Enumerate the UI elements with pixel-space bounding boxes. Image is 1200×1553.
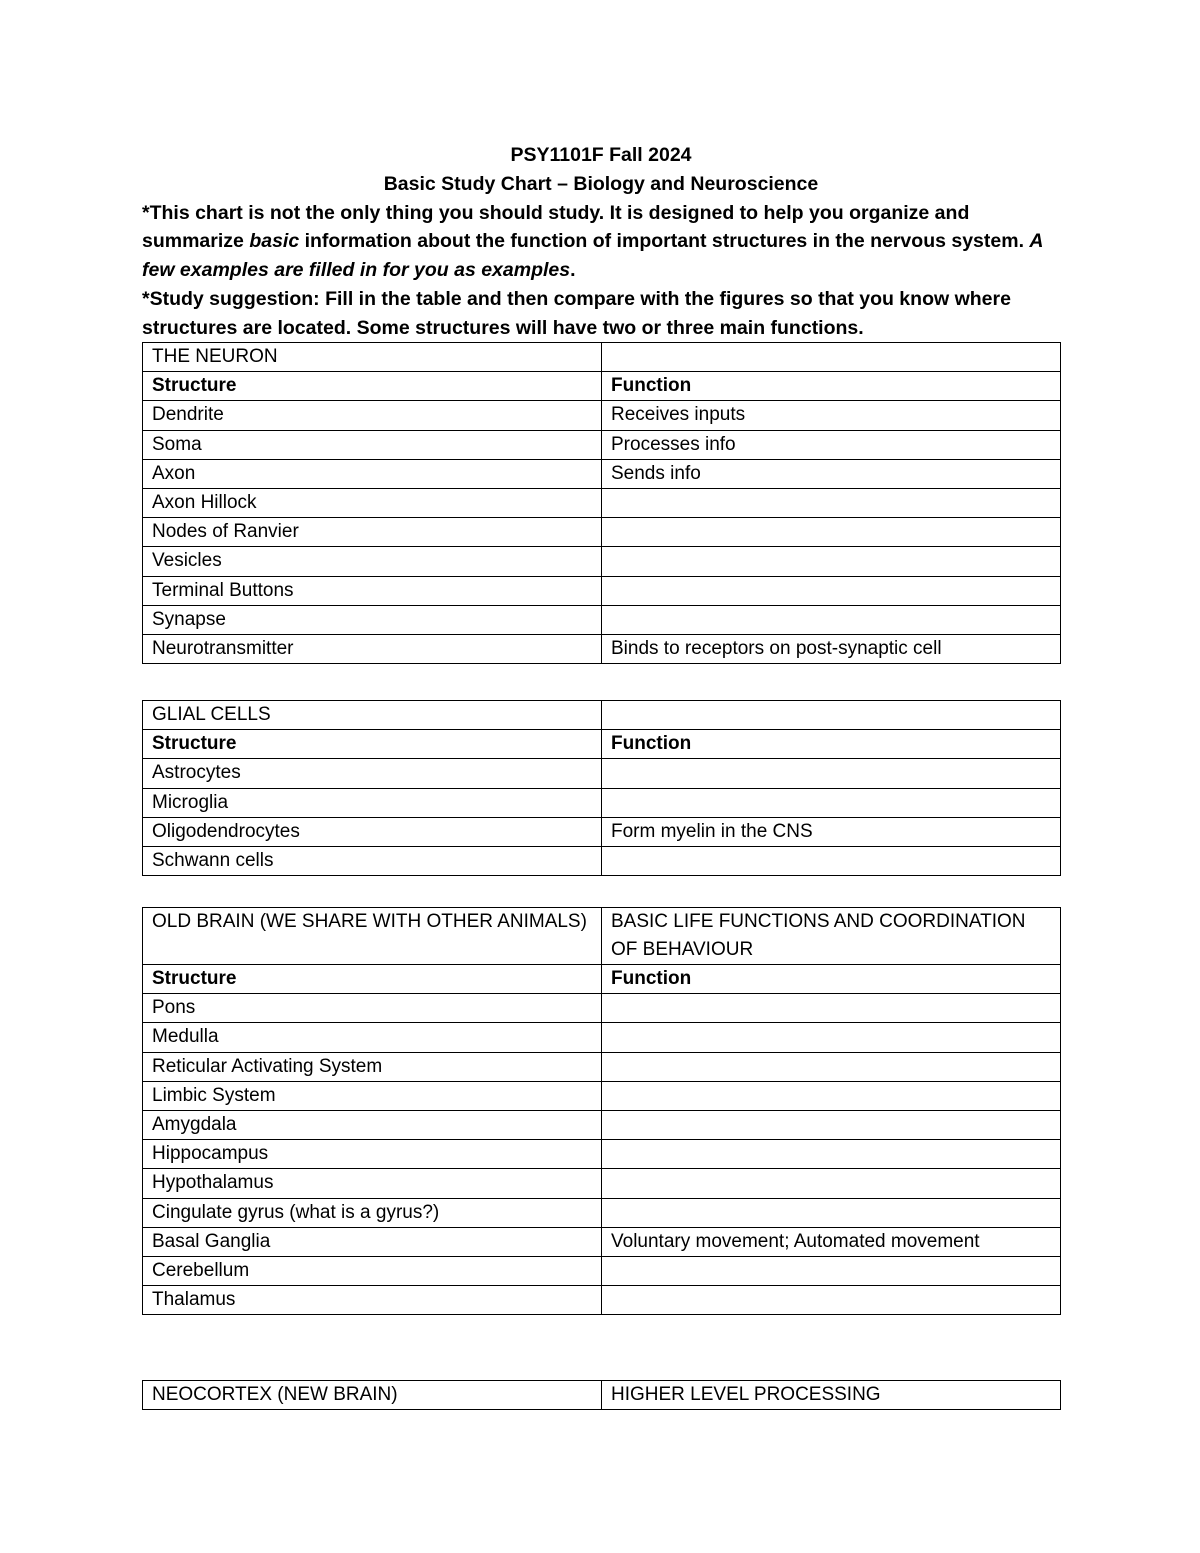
table-heading: THE NEURON xyxy=(143,343,602,372)
study-suggestion: *Study suggestion: Fill in the table and then compare with the figures so that you know where structures are located. Some structures will have two or three main functions. xyxy=(142,287,1011,339)
column-header-structure: Structure xyxy=(143,372,602,401)
function-cell[interactable]: Sends info xyxy=(602,459,1061,488)
intro-emphasis-basic: basic xyxy=(249,230,300,253)
column-header-function: Function xyxy=(602,965,1061,994)
intro-text-a: *This chart is not the only thing you should study. It is designed to help you organize and summarize xyxy=(142,201,970,253)
function-cell[interactable] xyxy=(602,1081,1061,1110)
function-cell[interactable] xyxy=(602,759,1061,788)
function-cell[interactable] xyxy=(602,518,1061,547)
table-heading: OLD BRAIN (WE SHARE WITH OTHER ANIMALS) xyxy=(143,908,602,965)
table-row xyxy=(143,430,1061,459)
function-cell[interactable]: Form myelin in the CNS xyxy=(602,817,1061,846)
function-cell[interactable] xyxy=(602,1140,1061,1169)
table-row xyxy=(143,759,1061,788)
column-header-function: Function xyxy=(602,372,1061,401)
structure-cell: Axon xyxy=(143,459,602,488)
column-header-function: Function xyxy=(602,730,1061,759)
structure-cell: Cerebellum xyxy=(143,1256,602,1285)
table-heading-row xyxy=(143,1381,1061,1410)
function-cell[interactable]: Binds to receptors on post-synaptic cell xyxy=(602,634,1061,663)
structure-cell: Nodes of Ranvier xyxy=(143,518,602,547)
table-row xyxy=(143,459,1061,488)
function-cell[interactable]: Receives inputs xyxy=(602,401,1061,430)
neuron-table xyxy=(142,342,1061,664)
structure-cell: Schwann cells xyxy=(143,846,602,875)
column-header-row xyxy=(143,730,1061,759)
function-cell[interactable] xyxy=(602,576,1061,605)
structure-cell: Microglia xyxy=(143,788,602,817)
function-cell[interactable] xyxy=(602,1052,1061,1081)
function-cell[interactable] xyxy=(602,1256,1061,1285)
structure-cell: Vesicles xyxy=(143,547,602,576)
table-heading-right: BASIC LIFE FUNCTIONS AND COORDINATION OF BEHAVIOUR xyxy=(602,908,1061,965)
structure-cell: Thalamus xyxy=(143,1286,602,1315)
table-row xyxy=(143,1023,1061,1052)
structure-cell: Soma xyxy=(143,430,602,459)
table-row xyxy=(143,1256,1061,1285)
structure-cell: Hippocampus xyxy=(143,1140,602,1169)
function-cell[interactable] xyxy=(602,1198,1061,1227)
document-subtitle: Basic Study Chart – Biology and Neuroscience xyxy=(383,172,819,195)
structure-cell: Cingulate gyrus (what is a gyrus?) xyxy=(143,1198,602,1227)
function-cell[interactable] xyxy=(602,605,1061,634)
function-cell[interactable] xyxy=(602,788,1061,817)
function-cell[interactable] xyxy=(602,547,1061,576)
intro-text-e: . xyxy=(570,259,576,282)
structure-cell: Astrocytes xyxy=(143,759,602,788)
function-cell[interactable] xyxy=(602,1286,1061,1315)
table-row xyxy=(143,576,1061,605)
structure-cell: Dendrite xyxy=(143,401,602,430)
table-row xyxy=(143,401,1061,430)
table-heading-right xyxy=(602,343,1061,372)
function-cell[interactable] xyxy=(602,488,1061,517)
glial-cells-table xyxy=(142,700,1061,876)
table-row xyxy=(143,518,1061,547)
column-header-structure: Structure xyxy=(143,965,602,994)
structure-cell: Amygdala xyxy=(143,1110,602,1139)
table-row xyxy=(143,547,1061,576)
function-cell[interactable]: Processes info xyxy=(602,430,1061,459)
table-row xyxy=(143,488,1061,517)
structure-cell: Pons xyxy=(143,994,602,1023)
table-row xyxy=(143,1081,1061,1110)
table-heading-row xyxy=(143,908,1061,965)
table-row xyxy=(143,846,1061,875)
function-cell[interactable] xyxy=(602,846,1061,875)
structure-cell: Medulla xyxy=(143,1023,602,1052)
table-row xyxy=(143,788,1061,817)
column-header-row xyxy=(143,965,1061,994)
table-heading-row xyxy=(143,343,1061,372)
table-heading-row xyxy=(143,701,1061,730)
function-cell[interactable]: Voluntary movement; Automated movement xyxy=(602,1227,1061,1256)
neocortex-table xyxy=(142,1380,1061,1410)
table-row xyxy=(143,1110,1061,1139)
structure-cell: Oligodendrocytes xyxy=(143,817,602,846)
table-heading-right xyxy=(602,701,1061,730)
table-row xyxy=(143,605,1061,634)
intro-examples-note: A few examples are filled in for you as examples xyxy=(142,230,1043,282)
table-row xyxy=(143,1198,1061,1227)
document-header xyxy=(142,141,1060,343)
function-cell[interactable] xyxy=(602,1169,1061,1198)
column-header-row xyxy=(143,372,1061,401)
table-row xyxy=(143,1052,1061,1081)
table-heading: GLIAL CELLS xyxy=(143,701,602,730)
structure-cell: Synapse xyxy=(143,605,602,634)
table-row xyxy=(143,1227,1061,1256)
old-brain-table xyxy=(142,907,1061,1315)
structure-cell: Axon Hillock xyxy=(143,488,602,517)
function-cell[interactable] xyxy=(602,1023,1061,1052)
structure-cell: Hypothalamus xyxy=(143,1169,602,1198)
structure-cell: Neurotransmitter xyxy=(143,634,602,663)
table-row xyxy=(143,1140,1061,1169)
function-cell[interactable] xyxy=(602,1110,1061,1139)
function-cell[interactable] xyxy=(602,994,1061,1023)
document-title: PSY1101F Fall 2024 xyxy=(510,144,692,166)
structure-cell: Terminal Buttons xyxy=(143,576,602,605)
structure-cell: Basal Ganglia xyxy=(143,1227,602,1256)
column-header-structure: Structure xyxy=(143,730,602,759)
intro-text-c: information about the function of important structures in the nervous system. xyxy=(299,230,1030,253)
table-row xyxy=(143,1169,1061,1198)
table-row xyxy=(143,634,1061,663)
table-row xyxy=(143,817,1061,846)
intro-paragraph xyxy=(142,199,1060,285)
structure-cell: Reticular Activating System xyxy=(143,1052,602,1081)
table-row xyxy=(143,1286,1061,1315)
table-heading: NEOCORTEX (NEW BRAIN) xyxy=(143,1381,602,1410)
table-row xyxy=(143,994,1061,1023)
structure-cell: Limbic System xyxy=(143,1081,602,1110)
table-heading-right: HIGHER LEVEL PROCESSING xyxy=(602,1381,1061,1410)
